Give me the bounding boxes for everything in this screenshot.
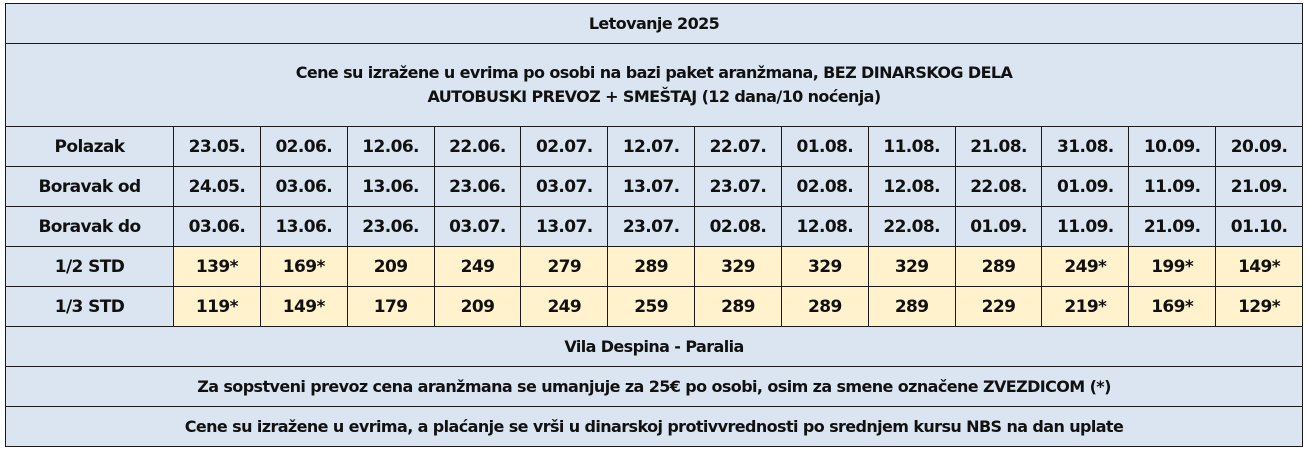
- date-cell: 02.06.: [260, 127, 347, 167]
- table-row: [6, 287, 1303, 327]
- table-row: [6, 127, 1303, 167]
- price-note-line-2: AUTOBUSKI PREVOZ + SMEŠTAJ (12 dana/10 noćenja): [427, 87, 881, 106]
- payment-note-row: [6, 407, 1303, 447]
- transport-note: Za sopstveni prevoz cena aranžmana se umanjuje za 25€ po osobi, osim za smene označene ZVEZDICOM (*): [6, 367, 1303, 407]
- date-cell: 03.07.: [521, 167, 608, 207]
- date-cell: 11.09.: [1042, 207, 1129, 247]
- price-cell: 329: [868, 247, 955, 287]
- date-cell: 13.07.: [521, 207, 608, 247]
- price-table: [5, 3, 1303, 447]
- date-cell: 01.09.: [1042, 167, 1129, 207]
- price-cell: 329: [695, 247, 782, 287]
- date-cell: 13.07.: [608, 167, 695, 207]
- price-cell: 179: [347, 287, 434, 327]
- price-cell: 289: [868, 287, 955, 327]
- price-note: [6, 44, 1303, 127]
- date-cell: 02.08.: [781, 167, 868, 207]
- price-cell: 259: [608, 287, 695, 327]
- table-row: [6, 207, 1303, 247]
- price-cell: 209: [434, 287, 521, 327]
- row-label: 1/3 STD: [6, 287, 174, 327]
- price-cell: 279: [521, 247, 608, 287]
- date-cell: 21.08.: [955, 127, 1042, 167]
- date-cell: 23.06.: [434, 167, 521, 207]
- price-cell: 229: [955, 287, 1042, 327]
- date-cell: 22.08.: [868, 207, 955, 247]
- date-cell: 22.07.: [695, 127, 782, 167]
- price-cell: 289: [955, 247, 1042, 287]
- date-cell: 22.06.: [434, 127, 521, 167]
- price-cell: 209: [347, 247, 434, 287]
- price-cell: 289: [695, 287, 782, 327]
- row-label: 1/2 STD: [6, 247, 174, 287]
- price-cell: 169*: [1129, 287, 1216, 327]
- price-cell: 329: [781, 247, 868, 287]
- price-table-container: [5, 3, 1303, 447]
- row-label: Polazak: [6, 127, 174, 167]
- price-note-line-1: Cene su izražene u evrima po osobi na bazi paket aranžmana, BEZ DINARSKOG DELA: [295, 63, 1013, 82]
- date-cell: 24.05.: [174, 167, 261, 207]
- price-cell: 139*: [174, 247, 261, 287]
- price-cell: 169*: [260, 247, 347, 287]
- price-cell: 289: [781, 287, 868, 327]
- date-cell: 12.07.: [608, 127, 695, 167]
- price-cell: 219*: [1042, 287, 1129, 327]
- accommodation-name: Vila Despina - Paralia: [6, 327, 1303, 367]
- table-row: [6, 167, 1303, 207]
- date-cell: 31.08.: [1042, 127, 1129, 167]
- date-cell: 03.06.: [260, 167, 347, 207]
- accommodation-row: [6, 327, 1303, 367]
- transport-note-row: [6, 367, 1303, 407]
- date-cell: 13.06.: [260, 207, 347, 247]
- title-row: [6, 4, 1303, 44]
- table-row: [6, 247, 1303, 287]
- price-cell: 149*: [260, 287, 347, 327]
- date-cell: 10.09.: [1129, 127, 1216, 167]
- price-cell: 149*: [1216, 247, 1303, 287]
- date-cell: 03.07.: [434, 207, 521, 247]
- table-title: Letovanje 2025: [6, 4, 1303, 44]
- date-cell: 23.07.: [608, 207, 695, 247]
- row-label: Boravak od: [6, 167, 174, 207]
- date-cell: 02.07.: [521, 127, 608, 167]
- price-cell: 119*: [174, 287, 261, 327]
- date-cell: 23.05.: [174, 127, 261, 167]
- date-cell: 01.09.: [955, 207, 1042, 247]
- date-cell: 01.08.: [781, 127, 868, 167]
- date-cell: 03.06.: [174, 207, 261, 247]
- date-cell: 02.08.: [695, 207, 782, 247]
- price-cell: 289: [608, 247, 695, 287]
- date-cell: 12.06.: [347, 127, 434, 167]
- date-cell: 13.06.: [347, 167, 434, 207]
- date-cell: 20.09.: [1216, 127, 1303, 167]
- price-cell: 129*: [1216, 287, 1303, 327]
- note-row: [6, 44, 1303, 127]
- row-label: Boravak do: [6, 207, 174, 247]
- price-cell: 249*: [1042, 247, 1129, 287]
- date-cell: 21.09.: [1129, 207, 1216, 247]
- date-cell: 23.06.: [347, 207, 434, 247]
- date-cell: 01.10.: [1216, 207, 1303, 247]
- date-cell: 11.09.: [1129, 167, 1216, 207]
- date-cell: 11.08.: [868, 127, 955, 167]
- payment-note: Cene su izražene u evrima, a plaćanje se vrši u dinarskoj protivvrednosti po srednjem kursu NBS na dan uplate: [6, 407, 1303, 447]
- date-cell: 21.09.: [1216, 167, 1303, 207]
- price-cell: 249: [434, 247, 521, 287]
- date-cell: 23.07.: [695, 167, 782, 207]
- date-cell: 22.08.: [955, 167, 1042, 207]
- price-cell: 249: [521, 287, 608, 327]
- date-cell: 12.08.: [781, 207, 868, 247]
- date-cell: 12.08.: [868, 167, 955, 207]
- price-cell: 199*: [1129, 247, 1216, 287]
